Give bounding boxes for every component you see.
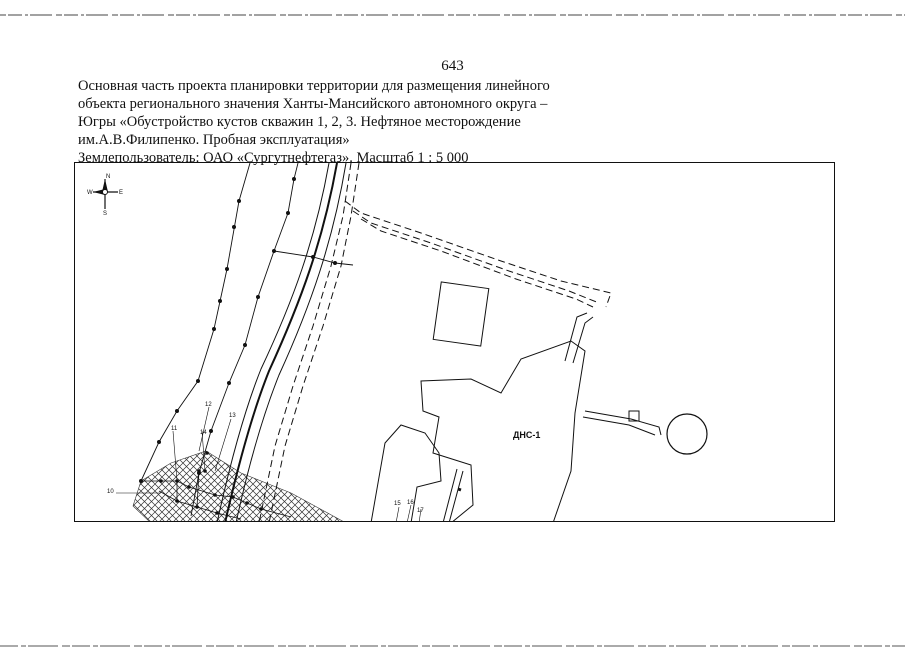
point-label-15: 15 (394, 501, 401, 507)
access-track (443, 469, 463, 522)
survey-point (292, 177, 296, 181)
scan-top-edge-line (0, 14, 905, 16)
caption-line-5: Землепользователь: ОАО «Сургутнефтегаз». Масштаб 1 : 5 000 (78, 150, 469, 166)
survey-point (225, 267, 229, 271)
compass-east-label: E (119, 190, 124, 196)
planning-map (74, 162, 835, 522)
point-label-12: 12 (205, 402, 212, 408)
compass-west-label: W (87, 190, 93, 196)
survey-point (218, 299, 222, 303)
caption-line-2: объекта регионального значения Ханты-Мансийского автономного округа – (78, 96, 548, 112)
survey-point (175, 409, 179, 413)
compass-south-label: S (103, 211, 108, 217)
caption-line-1: Основная часть проекта планировки территории для размещения линейного (78, 78, 550, 94)
page-number: 643 (441, 58, 464, 74)
dns-1-label: ДНС-1 (513, 430, 541, 440)
survey-point (286, 211, 290, 215)
lower-building (371, 425, 441, 522)
square-structure (433, 282, 489, 346)
compass-center (103, 190, 108, 195)
survey-point (227, 381, 231, 385)
map-drawing (75, 163, 835, 522)
service-connector (565, 313, 661, 435)
survey-point (232, 225, 236, 229)
survey-point (157, 440, 161, 444)
scan-bottom-edge-line (0, 645, 905, 647)
compass-rose (87, 174, 123, 217)
survey-point (256, 295, 260, 299)
scan-top-edge (0, 3, 905, 5)
point-label-14: 14 (200, 430, 207, 436)
dns-1-site (421, 341, 585, 522)
point-label-10: 10 (107, 489, 114, 495)
scan-bottom-edge (0, 634, 905, 636)
survey-point (209, 429, 213, 433)
survey-point (243, 343, 247, 347)
compass-north-label: N (106, 174, 111, 180)
caption-line-4: им.А.В.Филипенко. Пробная эксплуатация» (78, 132, 350, 148)
survey-point (237, 199, 241, 203)
point-label-17: 17 (417, 508, 424, 514)
point-label-11: 11 (171, 426, 178, 432)
survey-line-left (139, 163, 250, 483)
pipeline-corridor (259, 163, 611, 522)
round-tank (667, 414, 707, 454)
survey-point (196, 379, 200, 383)
caption-line-3: Югры «Обустройство кустов скважин 1, 2, 3. Нефтяное месторождение (78, 114, 521, 130)
point-label-13: 13 (229, 413, 236, 419)
document-caption (78, 77, 598, 167)
survey-point (212, 327, 216, 331)
point-label-16: 16 (407, 500, 414, 506)
survey-point (333, 261, 337, 265)
